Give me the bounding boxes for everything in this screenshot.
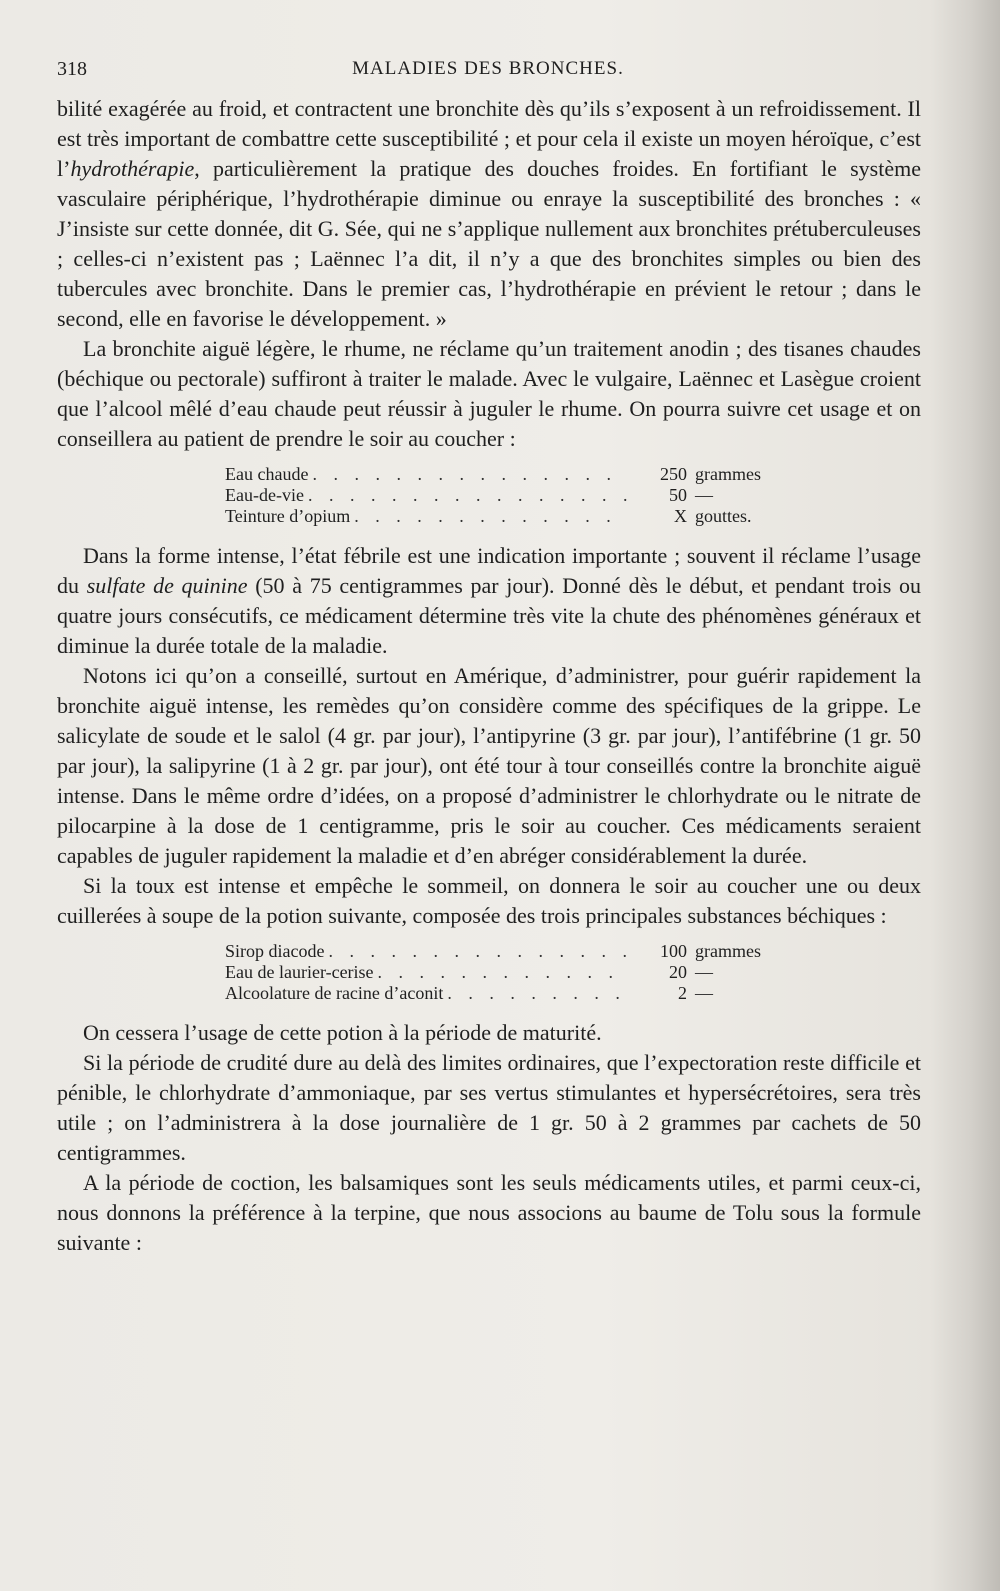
- prescription-row: [225, 983, 805, 1004]
- ingredient-name: Eau chaude: [225, 464, 309, 484]
- ingredient-unit: —: [695, 485, 713, 505]
- ingredient-quantity: 250: [660, 464, 687, 484]
- ingredient-quantity: X: [674, 506, 687, 526]
- paragraph-text: bilité exagérée au froid, et contractent une bronchite dès qu’ils s’exposent à un refroidissement. Il est très important de combattre cette susceptibilité ; et pour cela il existe un moyen héroïque, c’est l’: [57, 96, 921, 181]
- ingredient-unit: grammes: [695, 941, 761, 961]
- text-block-1: [57, 94, 921, 454]
- ingredient-name: Eau de laurier-cerise: [225, 962, 374, 982]
- paragraph: [57, 334, 921, 454]
- leader-dots: [350, 506, 627, 527]
- paragraph-text: Si la toux est intense et empêche le sommeil, on donnera le soir au coucher une ou deux cuillerées à soupe de la potion suivante, composée des trois principales substances béchiques :: [57, 873, 921, 928]
- paragraph-text: Notons ici qu’on a conseillé, surtout en Amérique, d’administrer, pour guérir rapidement la bronchite aiguë intense, les remèdes qu’on considère comme des spécifiques de la grippe. Le salicylate de soude et le salol (4 gr. par jour), l’antipyrine (3 gr. par jour), l’antifébrine (1 gr. 50 par jour), la salipyrine (1 à 2 gr. par jour), ont été tour à tour conseillés contre la bronchite aiguë intense. Dans le même ordre d’idées, on a proposé d’administrer le chlorhydrate ou le nitrate de pilocarpine à la dose de 1 centigramme, pris le soir au coucher. Ces médicaments seraient capables de juguler rapidement la maladie et d’en abréger considérablement la durée.: [57, 663, 921, 868]
- prescription-2: [225, 941, 805, 1004]
- paragraph-text: A la période de coction, les balsamiques sont les seuls médicaments utiles, et parmi ceux-ci, nous donnons la préférence à la terpine, que nous associons au baume de Tolu sous la formule suivante :: [57, 1170, 921, 1255]
- paragraph: [57, 1018, 921, 1048]
- ingredient-quantity: 50: [669, 485, 687, 505]
- ingredient-quantity: 2: [678, 983, 687, 1003]
- ingredient-unit: grammes: [695, 464, 761, 484]
- prescription-row: [225, 485, 805, 506]
- page-header: [57, 58, 919, 88]
- paragraph: [57, 541, 921, 661]
- ingredient-name: Eau-de-vie: [225, 485, 304, 505]
- text-block-3: [57, 1018, 921, 1258]
- prescription-row: [225, 464, 805, 485]
- paragraph-text: Si la période de crudité dure au delà des limites ordinaires, que l’expectoration reste difficile et pénible, le chlorhydrate d’ammoniaque, par ses vertus stimulantes et hypersécrétoires, sera très utile ; on l’administrera à la dose journalière de 1 gr. 50 à 2 grammes par cachets de 50 centigrammes.: [57, 1050, 921, 1165]
- paragraph-text: On cessera l’usage de cette potion à la période de maturité.: [83, 1020, 602, 1045]
- page-body: [57, 94, 921, 1258]
- paragraph: [57, 661, 921, 871]
- running-title: MALADIES DES BRONCHES.: [352, 58, 624, 79]
- paragraph-text: La bronchite aiguë légère, le rhume, ne réclame qu’un traitement anodin ; des tisanes chaudes (béchique ou pectorale) suffiront à traiter le malade. Avec le vulgaire, Laënnec et Lasègue croient que l’alcool mêlé d’eau chaude peut réussir à juguler le rhume. On pourra suivre cet usage et on conseillera au patient de prendre le soir au coucher :: [57, 336, 921, 451]
- prescription-row: [225, 506, 805, 527]
- leader-dots: [308, 464, 627, 485]
- paragraph: [57, 1048, 921, 1168]
- text-block-2: [57, 541, 921, 931]
- paragraph: [57, 871, 921, 931]
- paragraph-text: Dans la forme intense, l’état fébrile est une indication importante ; souvent il réclame l’usage du: [57, 543, 921, 598]
- paragraph: [57, 1168, 921, 1258]
- paragraph: [57, 94, 921, 334]
- italic-term: sulfate de quinine: [86, 573, 248, 598]
- ingredient-quantity: 100: [660, 941, 687, 961]
- ingredient-quantity: 20: [669, 962, 687, 982]
- paragraph-text: (50 à 75 centigrammes par jour). Donné dès le début, et pendant trois ou quatre jours consécutifs, ce médicament détermine très vite la chute des phénomènes généraux et diminue la durée totale de la maladie.: [57, 573, 921, 658]
- ingredient-name: Sirop diacode: [225, 941, 325, 961]
- page-number: 318: [57, 58, 87, 80]
- prescription-1: [225, 464, 805, 527]
- ingredient-unit: gouttes.: [695, 506, 752, 526]
- paragraph-text: , particulièrement la pratique des douches froides. En fortifiant le système vasculaire périphérique, l’hydrothérapie diminue ou enraye la susceptibilité des bronches : « J’insiste sur cette donnée, dit G. Sée, qui ne s’applique nullement aux bronchites prétuberculeuses ; celles-ci n’existent pas ; Laënnec l’a dit, il n’y a que des bronchites simples ou bien des tubercules avec bronchite. Dans le premier cas, l’hydrothérapie en prévient le retour ; dans le second, elle en favorise le développement. »: [57, 156, 921, 331]
- ingredient-name: Alcoolature de racine d’aconit: [225, 983, 444, 1003]
- leader-dots: [324, 941, 627, 962]
- prescription-row: [225, 941, 805, 962]
- prescription-row: [225, 962, 805, 983]
- italic-term: hydrothérapie: [70, 156, 195, 181]
- leader-dots: [374, 962, 627, 983]
- leader-dots: [304, 485, 627, 506]
- ingredient-name: Teinture d’opium: [225, 506, 351, 526]
- ingredient-unit: —: [695, 962, 713, 982]
- leader-dots: [443, 983, 627, 1004]
- ingredient-unit: —: [695, 983, 713, 1003]
